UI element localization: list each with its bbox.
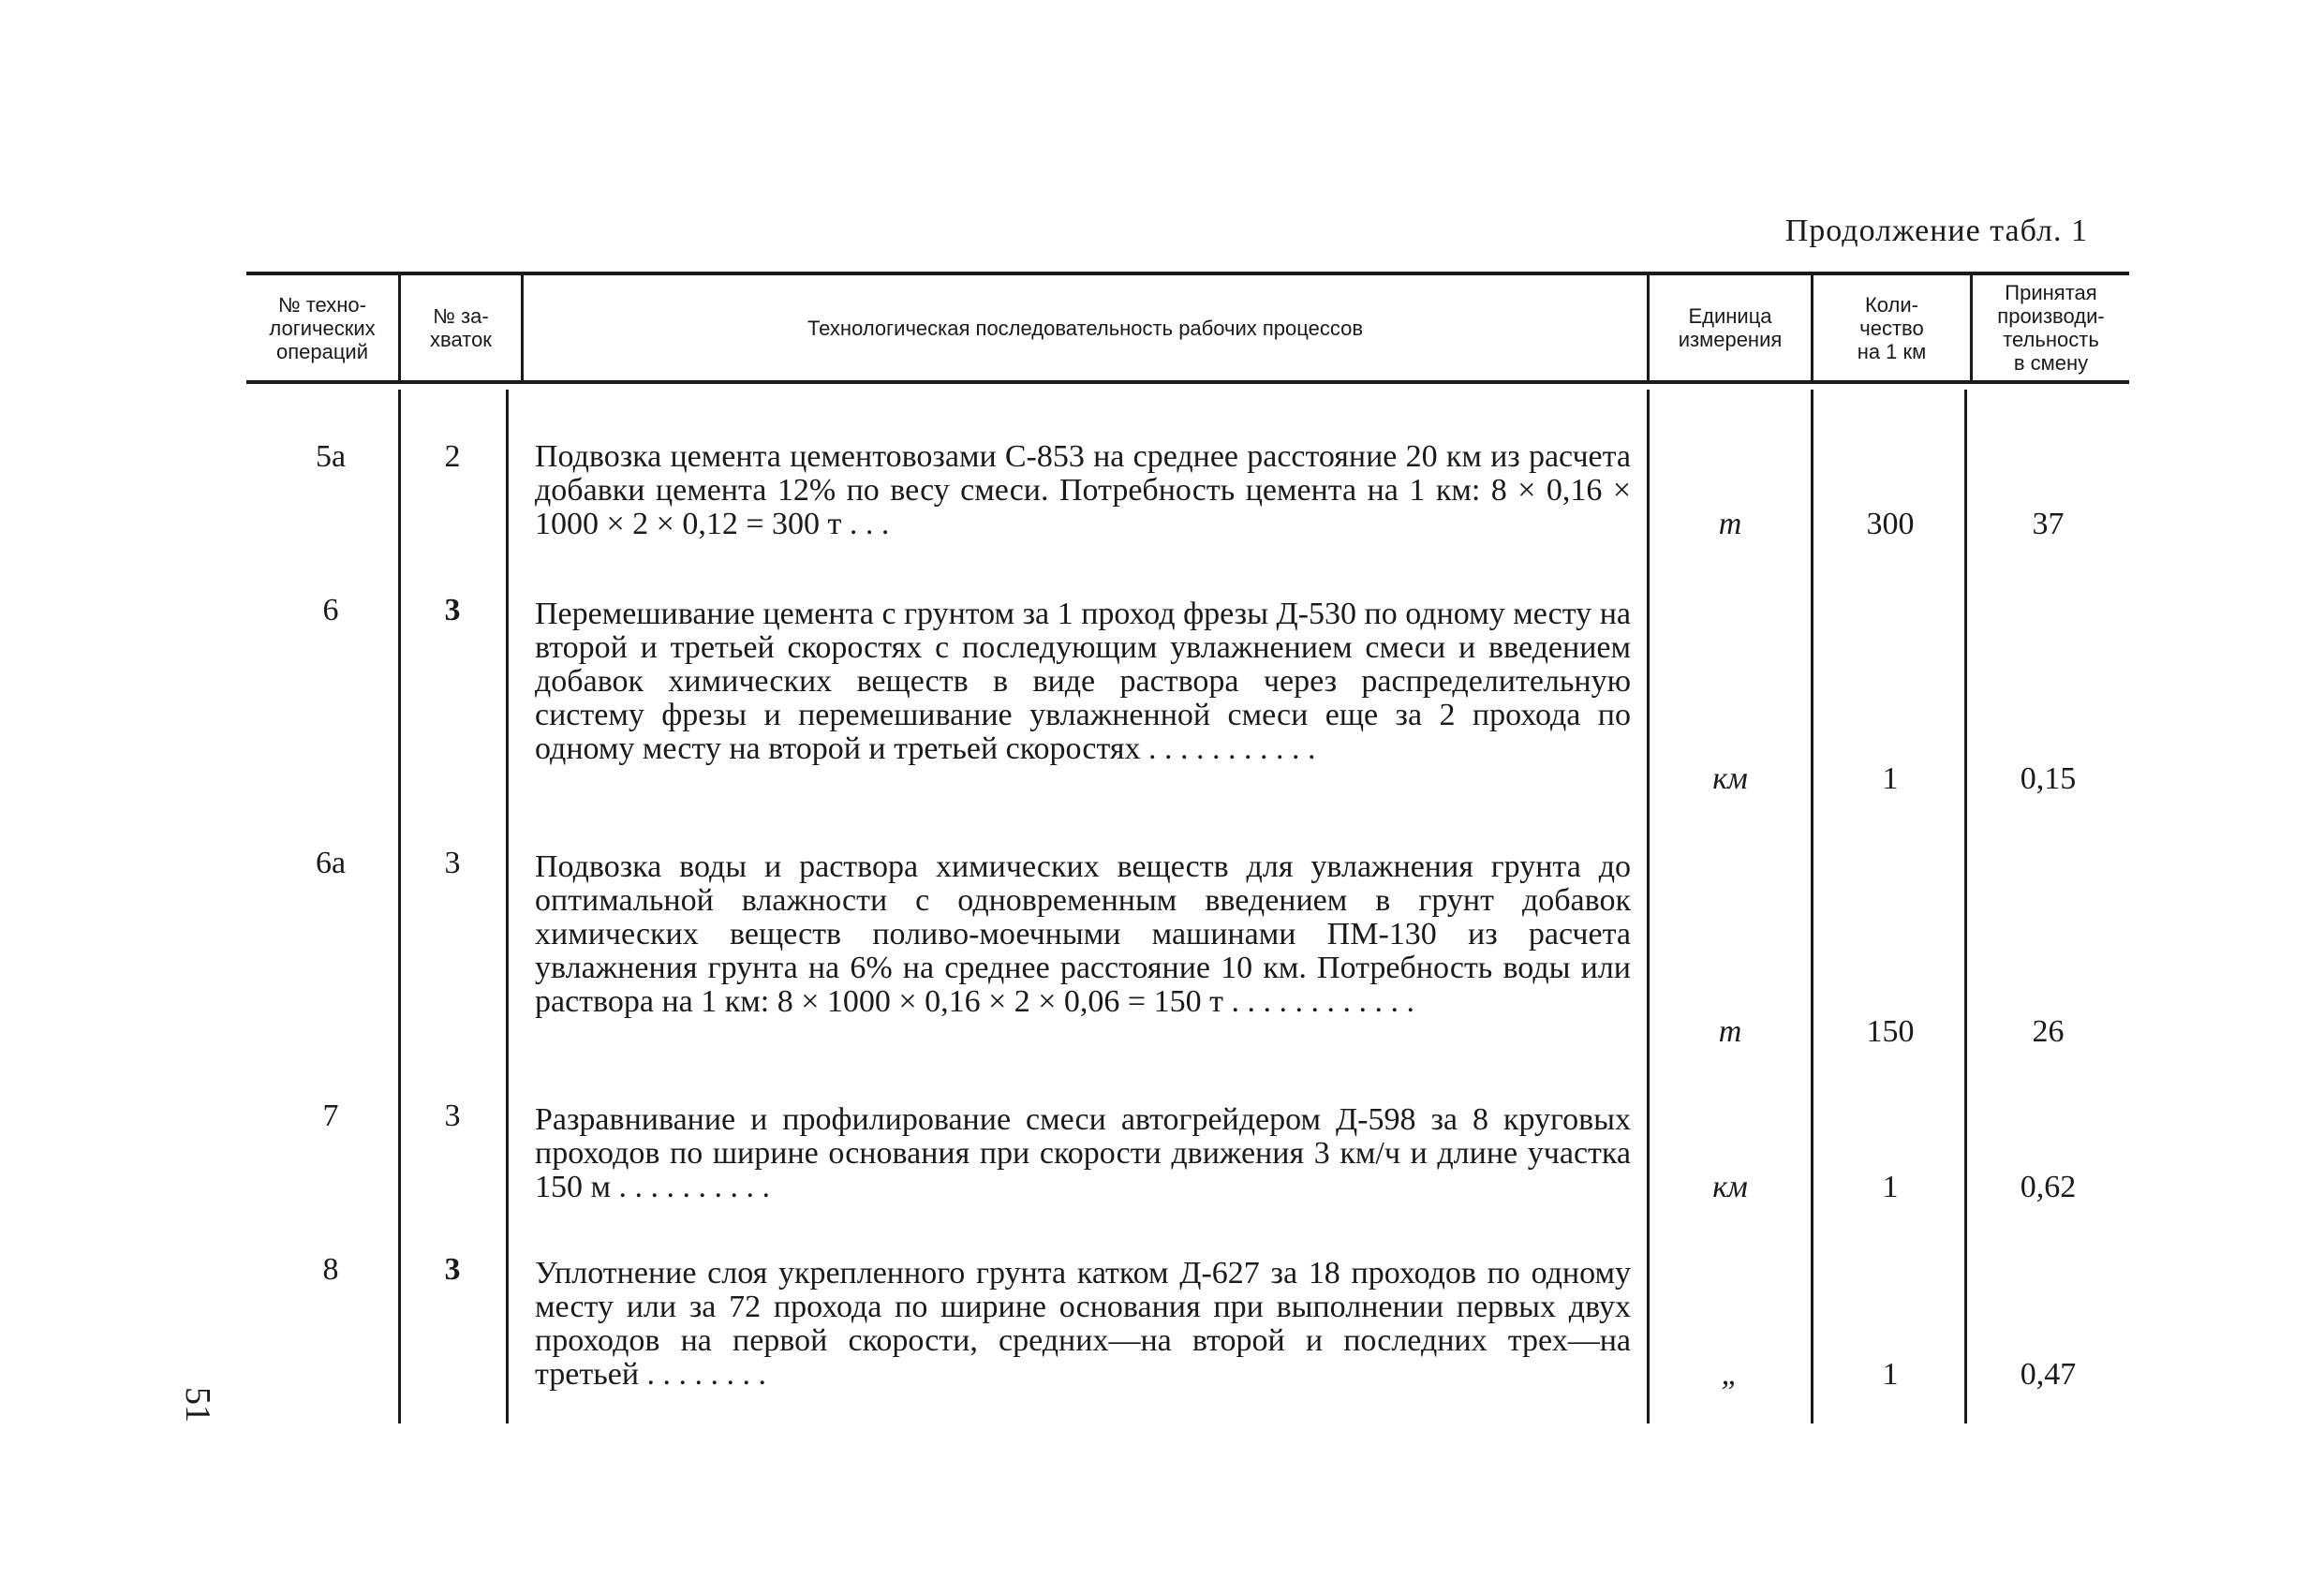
process-description: Перемешивание цемента с грунтом за 1 проход фрезы Д-530 по одному месту на второй и третьей скоростях с последующим увлажнением смеси и введением добавок химических веществ в виде раствора через распределительную систему фрезы и перемешивание увлажненной смеси еще за 2 прохода по одному месту на второй и третьей скоростях . . . . . . . . . . .	[535, 597, 1631, 766]
unit-value: км	[1712, 1170, 1748, 1204]
process-description: Разравнивание и профилирование смеси автогрейдером Д-598 за 8 круговых проходов по ширине основания при скорости движения 3 км/ч и длине участка 150 м . . . . . . . . . .	[535, 1102, 1631, 1204]
quantity-value: 150	[1866, 1014, 1915, 1049]
operations-table	[246, 272, 2129, 1425]
header-quantity: Коли- чество на 1 км	[1857, 292, 1927, 363]
process-description: Уплотнение слоя укрепленного грунта катком Д-627 за 18 проходов по одному месту или за 72 прохода по ширине основания при выполнении первых двух проходов на первой скорости, средних—на второй и последних трех—на третьей . . . . . . . .	[535, 1256, 1631, 1392]
op-number: 7	[322, 1099, 339, 1133]
productivity-value: 0,47	[2020, 1357, 2077, 1392]
grip-number: 3	[444, 593, 461, 627]
op-number: 5а	[315, 439, 347, 474]
header-unit: Единица измерения	[1678, 304, 1783, 351]
unit-value: т	[1718, 507, 1742, 541]
quantity-value: 300	[1866, 507, 1915, 541]
productivity-value: 0,62	[2020, 1170, 2077, 1204]
grip-number: 3	[444, 1252, 461, 1287]
unit-value: „	[1721, 1357, 1739, 1392]
column-divider	[506, 390, 509, 1423]
header-productivity: Принятая производи- тельность в смену	[1997, 281, 2105, 375]
table-top-rule	[246, 272, 2129, 275]
header-grip-number: № за- хваток	[430, 304, 492, 351]
column-divider	[1811, 390, 1813, 1423]
column-divider	[1647, 390, 1650, 1423]
quantity-value: 1	[1882, 761, 1899, 796]
table-caption: Продолжение табл. 1	[1784, 214, 2088, 248]
header-process: Технологическая последовательность рабочих процессов	[807, 316, 1364, 340]
page-number: 51	[178, 1387, 217, 1423]
header-bottom-rule	[246, 380, 2129, 384]
grip-number: 2	[444, 439, 461, 474]
process-description: Подвозка цемента цементовозами С-853 на среднее расстояние 20 км из расчета добавки цемента 12% по весу смеси. Потребность цемента на 1 км: 8 × 0,16 × 1000 × 2 × 0,12 = 300 т . . .	[535, 439, 1631, 541]
productivity-value: 37	[2032, 507, 2065, 541]
op-number: 6	[322, 593, 339, 627]
op-number: 6а	[315, 846, 347, 880]
column-divider	[1964, 390, 1967, 1423]
quantity-value: 1	[1882, 1357, 1899, 1392]
unit-value: км	[1712, 761, 1748, 796]
grip-number: 3	[444, 1099, 461, 1133]
process-description: Подвозка воды и раствора химических веществ для увлажнения грунта до оптимальной влажности с одновременным введением в грунт добавок химических веществ поливо-моечными машинами ПМ-130 из расчета увлажнения грунта на 6% на среднее расстояние 10 км. Потребность воды или раствора на 1 км: 8 × 1000 × 0,16 × 2 × 0,06 = 150 т . . . . . . . . . . . .	[535, 849, 1631, 1019]
productivity-value: 26	[2032, 1014, 2065, 1049]
op-number: 8	[322, 1252, 339, 1287]
header-op-number: № техно- логических операций	[269, 292, 376, 363]
productivity-value: 0,15	[2020, 761, 2077, 796]
grip-number: 3	[444, 846, 461, 880]
unit-value: т	[1718, 1014, 1742, 1049]
quantity-value: 1	[1882, 1170, 1899, 1204]
